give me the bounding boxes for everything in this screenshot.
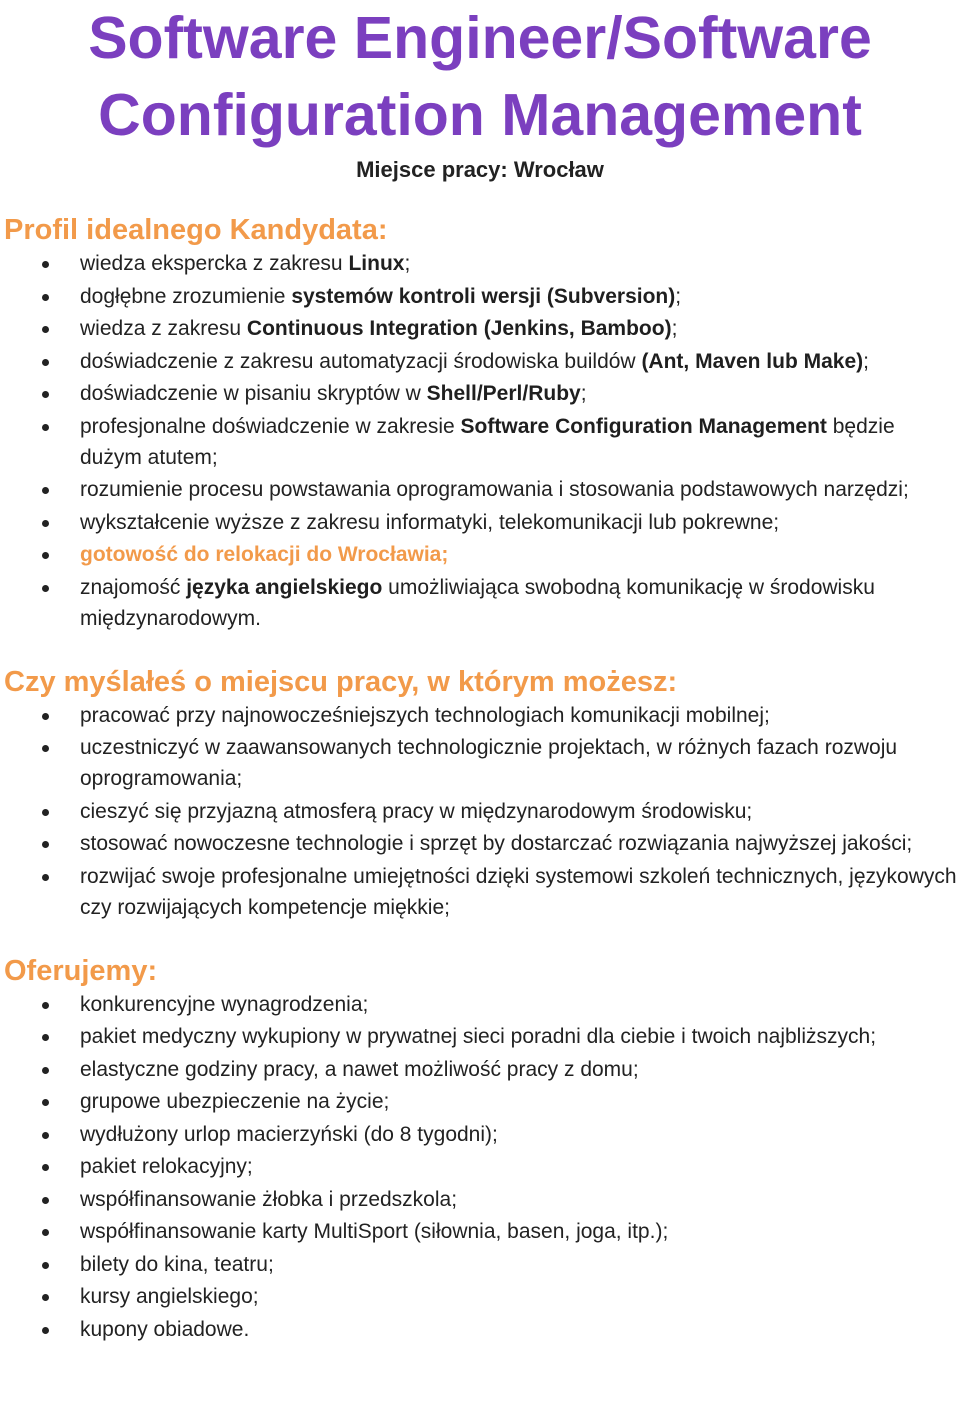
list-item: doświadczenie w pisaniu skryptów w Shell/Perl/Ruby; — [0, 378, 960, 409]
list-item: uczestniczyć w zaawansowanych technologicznie projektach, w różnych fazach rozwoju oprogramowania; — [0, 732, 960, 794]
bullet-icon — [42, 1164, 49, 1171]
section-heading-opportunities: Czy myślałeś o miejscu pracy, w którym możesz: — [4, 665, 678, 698]
bullet-icon — [42, 585, 49, 592]
list-item: bilety do kina, teatru; — [0, 1249, 960, 1280]
bullet-icon — [42, 745, 49, 752]
bullet-icon — [42, 1002, 49, 1009]
list-item: dogłębne zrozumienie systemów kontroli wersji (Subversion); — [0, 281, 960, 312]
bullet-icon — [42, 841, 49, 848]
list-item: wykształcenie wyższe z zakresu informatyki, telekomunikacji lub pokrewne; — [0, 507, 960, 538]
bullet-icon — [42, 520, 49, 527]
bullet-icon — [42, 1262, 49, 1269]
list-item: stosować nowoczesne technologie i sprzęt by dostarczać rozwiązania najwyższej jakości; — [0, 828, 960, 859]
list-item: znajomość języka angielskiego umożliwiająca swobodną komunikację w środowisku międzynarodowym. — [0, 572, 960, 634]
job-location: Miejsce pracy: Wrocław — [356, 157, 604, 182]
bullet-icon — [42, 424, 49, 431]
bullet-icon — [42, 261, 49, 268]
list-item: wydłużony urlop macierzyński (do 8 tygodni); — [0, 1119, 960, 1150]
bullet-icon — [42, 1327, 49, 1334]
offer-list — [0, 989, 960, 1345]
bullet-icon — [42, 1294, 49, 1301]
list-item: gotowość do relokacji do Wrocławia; — [0, 539, 960, 570]
list-item: pakiet relokacyjny; — [0, 1151, 960, 1182]
list-item: wiedza z zakresu Continuous Integration (Jenkins, Bamboo); — [0, 313, 960, 344]
list-item: profesjonalne doświadczenie w zakresie Software Configuration Management będzie dużym atutem; — [0, 411, 960, 473]
title-line-1: Software Engineer/Software — [88, 5, 872, 71]
bullet-icon — [42, 809, 49, 816]
opportunities-list — [0, 700, 960, 923]
list-item: cieszyć się przyjazną atmosferą pracy w międzynarodowym środowisku; — [0, 796, 960, 827]
bullet-icon — [42, 1132, 49, 1139]
bullet-icon — [42, 294, 49, 301]
list-item: doświadczenie z zakresu automatyzacji środowiska buildów (Ant, Maven lub Make); — [0, 346, 960, 377]
bullet-icon — [42, 391, 49, 398]
bullet-icon — [42, 1067, 49, 1074]
list-item: współfinansowanie żłobka i przedszkola; — [0, 1184, 960, 1215]
list-item: kupony obiadowe. — [0, 1314, 960, 1345]
list-item: elastyczne godziny pracy, a nawet możliwość pracy z domu; — [0, 1054, 960, 1085]
profile-list — [0, 248, 960, 634]
bullet-icon — [42, 1197, 49, 1204]
list-item: kursy angielskiego; — [0, 1281, 960, 1312]
bullet-icon — [42, 1229, 49, 1236]
section-heading-profile: Profil idealnego Kandydata: — [4, 214, 388, 246]
list-item: pakiet medyczny wykupiony w prywatnej sieci poradni dla ciebie i twoich najbliższych; — [0, 1021, 960, 1052]
bullet-icon — [42, 713, 49, 720]
list-item: grupowe ubezpieczenie na życie; — [0, 1086, 960, 1117]
bullet-icon — [42, 359, 49, 366]
bullet-icon — [42, 874, 49, 881]
list-item: rozwijać swoje profesjonalne umiejętności dzięki systemowi szkoleń technicznych, językowych czy rozwijających kompetencje miękkie; — [0, 861, 960, 923]
list-item: pracować przy najnowocześniejszych technologiach komunikacji mobilnej; — [0, 700, 960, 731]
section-heading-offer: Oferujemy: — [4, 954, 158, 987]
bullet-icon — [42, 552, 49, 559]
list-item: konkurencyjne wynagrodzenia; — [0, 989, 960, 1020]
title-line-2: Configuration Management — [98, 82, 862, 148]
list-item: współfinansowanie karty MultiSport (siłownia, basen, joga, itp.); — [0, 1216, 960, 1247]
bullet-icon — [42, 1034, 49, 1041]
list-item: wiedza ekspercka z zakresu Linux; — [0, 248, 960, 279]
bullet-icon — [42, 326, 49, 333]
page-title — [0, 0, 960, 154]
bullet-icon — [42, 1099, 49, 1106]
list-item: rozumienie procesu powstawania oprogramowania i stosowania podstawowych narzędzi; — [0, 474, 960, 505]
bullet-icon — [42, 487, 49, 494]
